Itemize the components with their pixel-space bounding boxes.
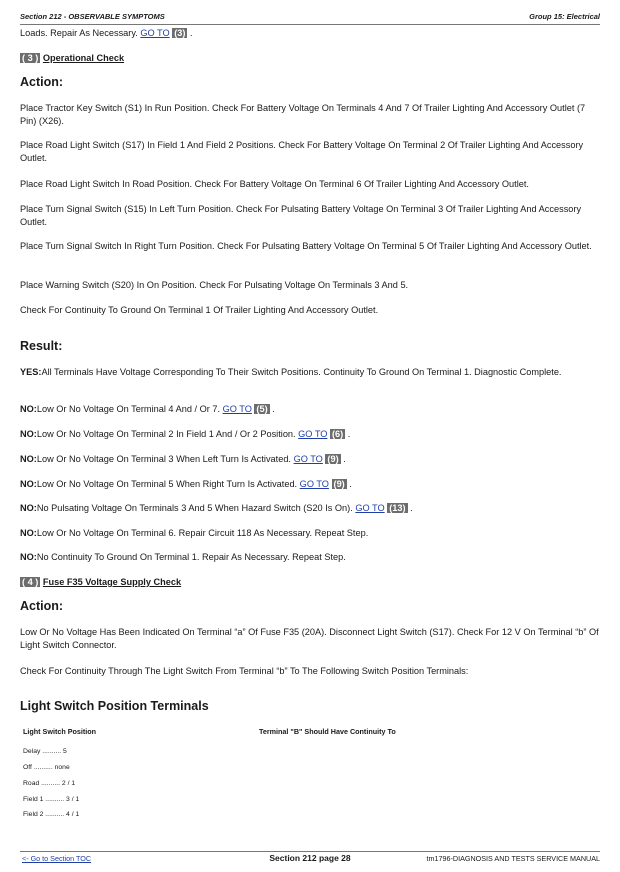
action-paragraph: Check For Continuity To Ground On Terminal 1 Of Trailer Lighting And Accessory Outlet. xyxy=(20,305,379,315)
result-item: NO:No Continuity To Ground On Terminal 1. Repair As Necessary. Repeat Step. xyxy=(20,552,346,562)
table-col-header: Terminal "B" Should Have Continuity To xyxy=(259,727,396,736)
section-3-title xyxy=(20,52,602,65)
action-paragraph: Place Turn Signal Switch (S15) In Left Turn Position. Check For Pulsating Battery Voltage On Terminal 3 Of Trailer Lighting And Accessory Outlet. xyxy=(20,204,582,227)
result-label: NO: xyxy=(20,429,37,439)
result-label: NO: xyxy=(20,404,37,414)
section-title: Fuse F35 Voltage Supply Check xyxy=(42,577,182,587)
table-row: Off .......... none xyxy=(23,764,70,771)
action-paragraph: Place Tractor Key Switch (S1) In Run Position. Check For Battery Voltage On Terminals 4 And 7 Of Trailer Lighting And Accessory Outlet (7 Pin) (X26). xyxy=(20,103,586,126)
result-item: YES:All Terminals Have Voltage Corresponding To Their Switch Positions. Continuity To Ground On Terminal 1. Diagnostic Complete. xyxy=(20,367,562,377)
result-label: YES: xyxy=(20,367,42,377)
table-row: Field 1 .......... 3 / 1 xyxy=(23,796,80,803)
header-group: Group 15: Electrical xyxy=(529,12,600,21)
action-paragraph: Place Turn Signal Switch In Right Turn Position. Check For Pulsating Battery Voltage On Terminal 5 Of Trailer Lighting And Accessory Outlet. xyxy=(20,241,592,251)
footer-divider xyxy=(20,851,600,852)
goto-target[interactable]: (13) xyxy=(389,503,406,513)
goto-target[interactable]: (9) xyxy=(333,479,345,489)
header-divider xyxy=(20,24,600,25)
result-item: NO:Low Or No Voltage On Terminal 3 When Left Turn Is Activated. GO TO (9) . xyxy=(20,454,346,464)
action-paragraph: Low Or No Voltage Has Been Indicated On Terminal “a” Of Fuse F35 (20A). Disconnect Light Switch (S17). Check For 12 V On Terminal “b” Of Light Switch Connector. xyxy=(20,627,599,650)
intro-line: Loads. Repair As Necessary. GO TO (3) . xyxy=(20,28,193,38)
table-title: Light Switch Position Terminals xyxy=(20,699,209,713)
action-paragraph: Place Road Light Switch (S17) In Field 1 And Field 2 Positions. Check For Battery Voltage On Terminal 2 Of Trailer Lighting And Accessory Outlet. xyxy=(20,140,584,163)
result-item: NO:No Pulsating Voltage On Terminals 3 And 5 When Hazard Switch (S20 Is On). GO TO (13) . xyxy=(20,503,413,513)
header-section: Section 212 - OBSERVABLE SYMPTOMS xyxy=(20,12,165,21)
goto-target[interactable]: (9) xyxy=(327,454,339,464)
goto-link[interactable]: GO TO xyxy=(140,28,170,38)
action-paragraph: Place Road Light Switch In Road Position. Check For Battery Voltage On Terminal 6 Of Trailer Lighting And Accessory Outlet. xyxy=(20,179,529,189)
result-item: NO:Low Or No Voltage On Terminal 4 And / Or 7. GO TO (5) . xyxy=(20,404,275,414)
result-item: NO:Low Or No Voltage On Terminal 2 In Field 1 And / Or 2 Position. GO TO (6) . xyxy=(20,429,351,439)
section-4-title xyxy=(20,576,602,589)
result-label: NO: xyxy=(20,454,37,464)
page-number: Section 212 page 28 xyxy=(269,853,351,863)
table-row: Field 2 .......... 4 / 1 xyxy=(23,811,80,818)
result-item: NO:Low Or No Voltage On Terminal 6. Repair Circuit 118 As Necessary. Repeat Step. xyxy=(20,528,369,538)
result-label: NO: xyxy=(20,503,37,513)
section-number: ( 3 ) xyxy=(22,53,39,63)
goto-link[interactable]: GO TO xyxy=(298,429,328,439)
table-col-header: Light Switch Position xyxy=(23,727,97,736)
result-heading: Result: xyxy=(20,339,63,353)
goto-target[interactable]: (5) xyxy=(256,404,268,414)
action-paragraph: Check For Continuity Through The Light Switch From Terminal “b” To The Following Switch Position Terminals: xyxy=(20,666,469,676)
goto-link[interactable]: GO TO xyxy=(299,479,329,489)
section-number: ( 4 ) xyxy=(22,577,39,587)
goto-target[interactable]: (3) xyxy=(174,28,186,38)
section-title: Operational Check xyxy=(42,53,125,63)
action-paragraph: Place Warning Switch (S20) In On Position. Check For Pulsating Voltage On Terminals 3 And 5. xyxy=(20,280,409,290)
result-label: NO: xyxy=(20,479,37,489)
action-heading: Action: xyxy=(20,599,64,613)
result-item: NO:Low Or No Voltage On Terminal 5 When Right Turn Is Activated. GO TO (9) . xyxy=(20,479,352,489)
table-row: Delay .......... 5 xyxy=(23,748,67,755)
goto-link[interactable]: GO TO xyxy=(222,404,252,414)
result-label: NO: xyxy=(20,552,37,562)
action-heading: Action: xyxy=(20,75,64,89)
manual-title: tm1796-DIAGNOSIS AND TESTS SERVICE MANUAL xyxy=(426,854,600,863)
table-row: Road .......... 2 / 1 xyxy=(23,780,76,787)
goto-target[interactable]: (6) xyxy=(332,429,344,439)
result-label: NO: xyxy=(20,528,37,538)
goto-link[interactable]: GO TO xyxy=(355,503,385,513)
toc-link[interactable]: <- Go to Section TOC xyxy=(22,854,92,863)
goto-link[interactable]: GO TO xyxy=(293,454,323,464)
